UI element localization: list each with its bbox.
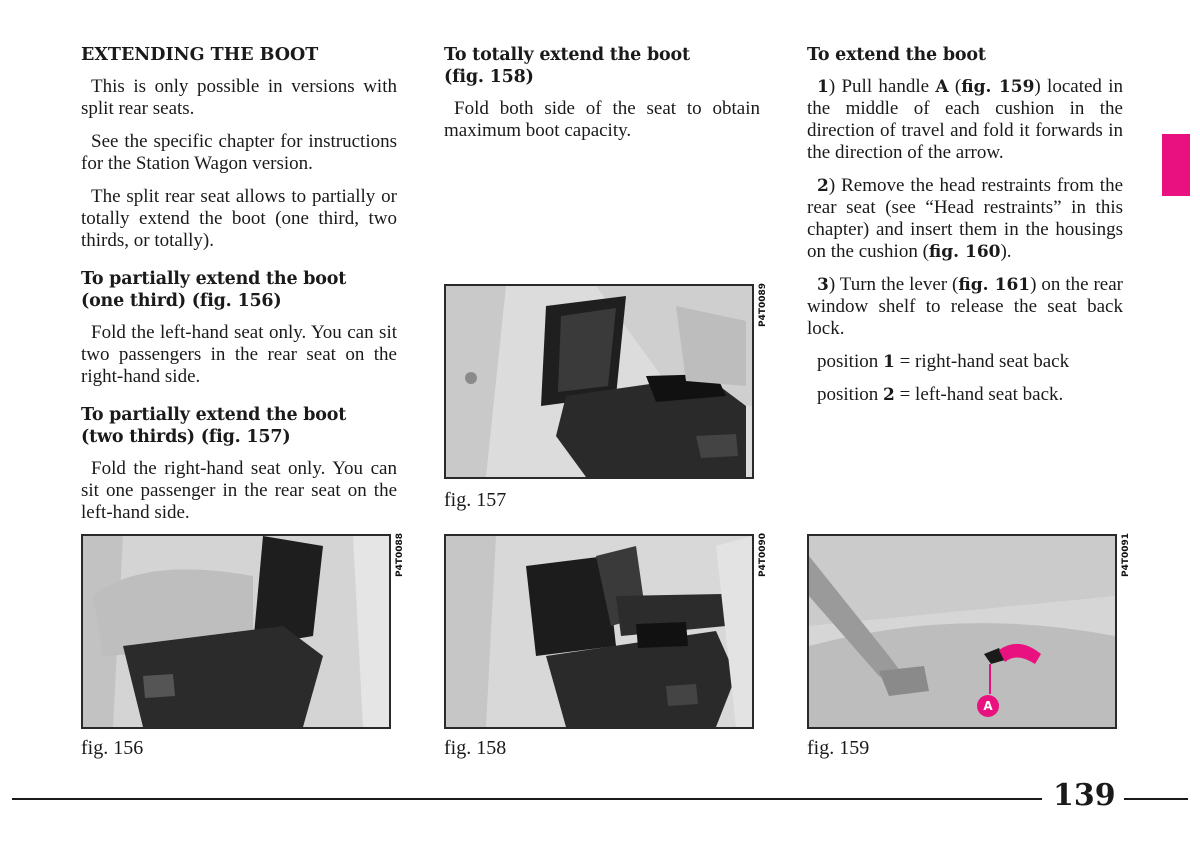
step-1 [807,76,1123,164]
subheading-one-third [81,268,397,312]
step-text: ). [1000,241,1012,262]
figure-156-image [81,534,391,729]
subheading-line: To totally extend the boot [444,45,690,65]
paragraph: Fold the right-hand seat only. You can sit one passenger in the rear seat on the left-hand side. [81,458,397,523]
figure-159-code: P4T0091 [1121,532,1131,577]
step-number: 3 [817,275,829,295]
footer-rule-left [12,798,1042,800]
position-text: = left-hand seat back. [894,384,1064,405]
figure-156-code: P4T0088 [395,532,405,577]
subheading-line: (two thirds) (fig. 157) [81,427,291,447]
figure-156-caption: fig. 156 [81,737,144,759]
step-bold: fig. 159 [961,77,1035,97]
figure-158-image [444,534,754,729]
column-left [81,44,397,535]
section-title: EXTENDING THE BOOT [81,45,319,65]
paragraph: The split rear seat allows to partially or totally extend the boot (one third, two thirds, or totally). [81,186,397,251]
step-bold: fig. 161 [958,275,1031,295]
subheading-line: To partially extend the boot [81,269,347,289]
step-3 [807,274,1123,340]
step-number: 2 [817,176,829,196]
position-1 [807,351,1123,373]
chapter-tab-marker [1162,134,1190,196]
handle-a-marker: A [977,695,999,717]
figure-158-caption: fig. 158 [444,737,507,759]
subheading-line: To partially extend the boot [81,405,347,425]
subheading-two-thirds [81,404,397,448]
subheading-extend: To extend the boot [807,45,986,65]
step-bold: A [935,77,949,97]
subheading-totally [444,44,760,88]
column-middle [444,44,760,153]
paragraph: Fold the left-hand seat only. You can sit two passengers in the rear seat on the right-hand side. [81,322,397,387]
footer-rule-right [1124,798,1188,800]
step-text: ) located in the middle of each cushion in the direction of travel and fold it forwards in the direction of the arrow. [807,76,1124,163]
column-right [807,44,1123,417]
figure-159-caption: fig. 159 [807,737,870,759]
subheading-line: (one third) (fig. 156) [81,291,282,311]
position-number: 2 [882,385,895,405]
step-2 [807,175,1123,263]
position-number: 1 [882,352,895,372]
subheading-line: (fig. 158) [444,67,534,87]
page-number: 139 [1053,778,1116,813]
figure-157-caption: fig. 157 [444,489,507,511]
step-number: 1 [817,77,829,97]
paragraph: This is only possible in versions with split rear seats. [81,76,397,119]
position-2 [807,384,1123,406]
step-text: ) Remove the head restraints from the rear seat (see “Head restraints” in this chapter) and insert them in the housings on the cushion ( [807,175,1123,262]
step-text: ) Turn the lever ( [828,274,959,295]
figure-157-image [444,284,754,479]
figure-157-code: P4T0089 [758,282,768,327]
paragraph: See the specific chapter for instructions for the Station Wagon version. [81,131,397,174]
position-text: = right-hand seat back [894,351,1070,372]
position-text: position [817,384,883,405]
step-text: ) on the rear window shelf to release the seat back lock. [807,274,1123,339]
step-bold: fig. 160 [928,242,1001,262]
figure-159-image [807,534,1117,729]
step-text: ) Pull handle [828,76,936,97]
position-text: position [817,351,883,372]
paragraph: Fold both side of the seat to obtain maximum boot capacity. [444,98,760,141]
figure-158-code: P4T0090 [758,532,768,577]
step-text: ( [948,76,962,97]
